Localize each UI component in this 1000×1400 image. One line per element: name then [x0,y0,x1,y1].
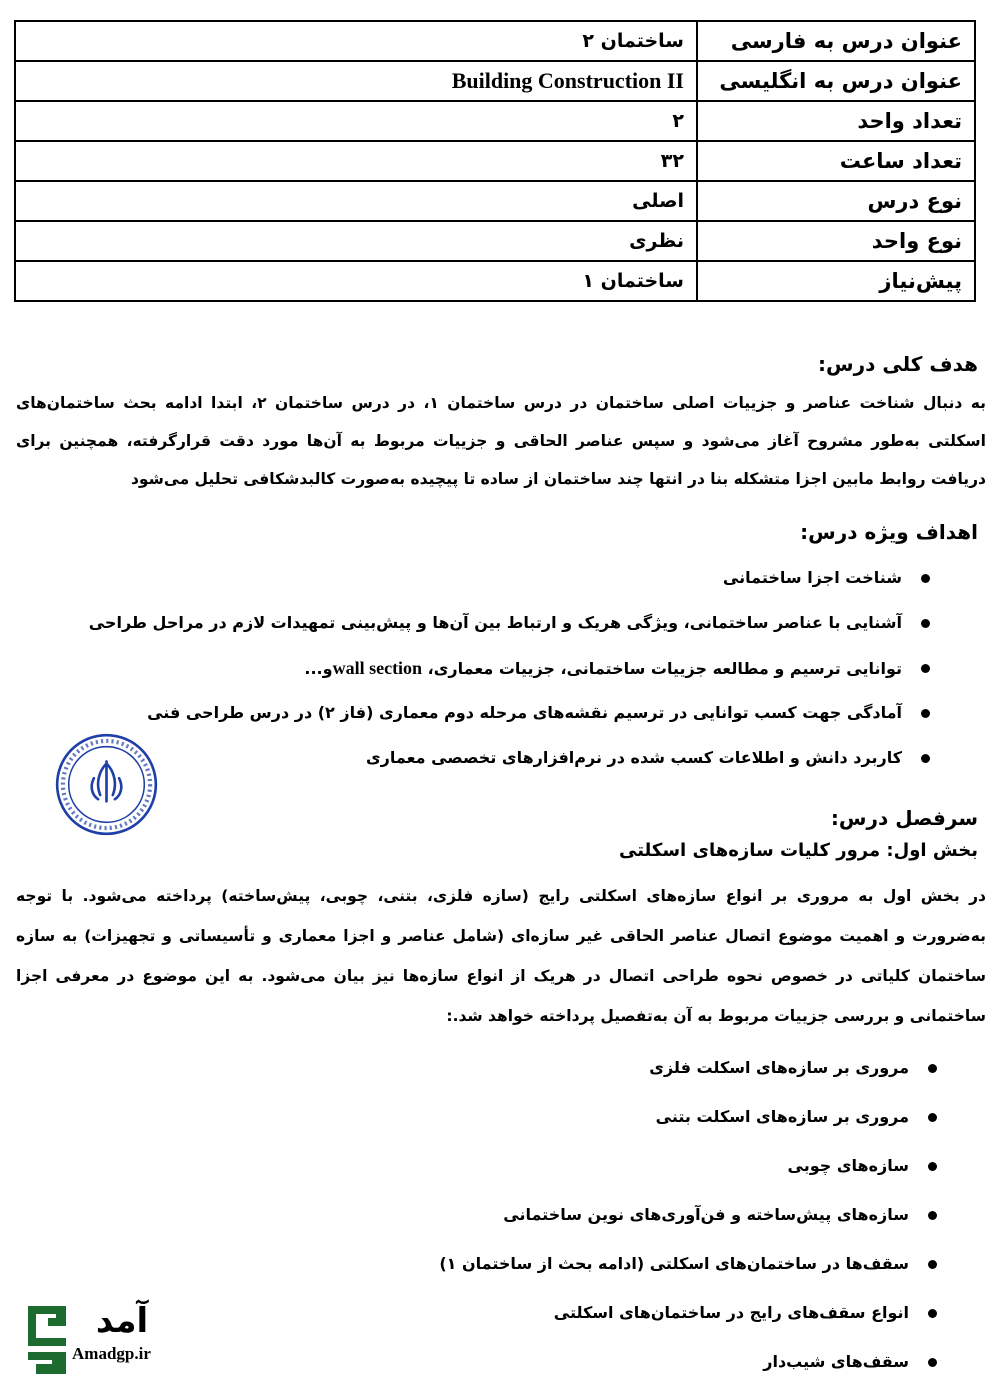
list-item [38,697,938,742]
latin-term: wall section [332,658,423,678]
list-item [38,607,938,652]
list-item-text: آشنایی با عناصر ساختمانی، ویژگی هریک و ارتباط بین آن‌ها و پیش‌بینی تمهیدات لازم در مراحل طراحی [88,613,902,632]
row-label: عنوان درس به انگلیسی [697,61,975,101]
list-item [245,1248,945,1297]
row-label: عنوان درس به فارسی [697,21,975,61]
bullet-dot-icon [928,1211,937,1220]
bullet-dot-icon [928,1064,937,1073]
list-item [38,562,938,607]
row-label: نوع درس [697,181,975,221]
row-label: تعداد واحد [697,101,975,141]
list-item [245,1101,945,1150]
row-value: ۳۲ [15,141,697,181]
row-value: Building Construction II [15,61,697,101]
amad-logo-icon [22,1298,182,1378]
table-row [15,261,975,301]
bullet-dot-icon [921,619,930,628]
general-goal-text: به دنبال شناخت عناصر و جزییات اصلی ساختمان در درس ساختمان ۱، در درس ساختمان ۲، ابتدا ادامه بحث ساختمان‌های اسکلتی به‌طور مشروح آغاز می‌شود و سپس عناصر الحاقی و جزییات مربوط به آن‌ها مورد دقت قرارگرفته، همچنین برای دریافت روابط مابین اجزا متشکله بنا در انتها چند ساختمان از ساده تا پیچیده به‌صورت کالبدشکافی تحلیل می‌شود [16,394,986,488]
list-item-text: مروری بر سازه‌های اسکلت فلزی [649,1058,909,1077]
specific-goals-heading: اهداف ویژه درس: [800,520,978,544]
bullet-dot-icon [921,574,930,583]
list-item [245,1297,945,1346]
bullet-dot-icon [921,709,930,718]
list-item-text: کاربرد دانش و اطلاعات کسب شده در نرم‌افزارهای تخصصی معماری [365,748,902,767]
bullet-dot-icon [928,1113,937,1122]
row-value: اصلی [15,181,697,221]
list-item-text: سازه‌های پیش‌ساخته و فن‌آوری‌های نوین ساختمانی [503,1205,909,1224]
list-item-suffix: و... [304,659,333,678]
list-item [38,742,938,787]
list-item [245,1052,945,1101]
list-item-text: سقف‌های شیب‌دار [763,1352,909,1371]
table-row [15,141,975,181]
list-item-text: آمادگی جهت کسب توانایی در ترسیم نقشه‌های مرحله دوم معماری (فاز ۲) در درس طراحی فنی [147,703,902,722]
site-url: Amadgp.ir [72,1344,151,1363]
row-value: ۲ [15,101,697,141]
list-item-text: توانایی ترسیم و مطالعه جزییات ساختمانی، جزییات معماری، [427,659,902,678]
specific-goals-list [38,562,938,787]
bullet-dot-icon [921,754,930,763]
list-item-text: سازه‌های چوبی [787,1156,909,1175]
table-row [15,221,975,261]
bullet-dot-icon [921,664,930,673]
syllabus-heading: سرفصل درس: [830,806,978,830]
table-row [15,101,975,141]
bullet-dot-icon [928,1358,937,1367]
bullet-dot-icon [928,1260,937,1269]
list-item-text: مروری بر سازه‌های اسکلت بتنی [655,1107,909,1126]
list-item-text: شناخت اجزا ساختمانی [722,568,902,587]
course-info-table [14,20,976,302]
syllabus-text: در بخش اول به مروری بر انواع سازه‌های اسکلتی رایج (سازه فلزی، بتنی، چوبی، پیش‌ساخته) پرداخته می‌شود. با توجه به‌ضرورت و اهمیت موضوع اتصال عناصر الحاقی غیر سازه‌ای (شامل عناصر و اجزا معماری و تأسیساتی و تجهیزات) به سازه ساختمان کلیاتی در خصوص نحوه طراحی اتصال در هریک از انواع سازه‌ها نیز بیان می‌شود. به این موضوع در معرفی اجزا ساختمانی و بررسی جزییات مربوط به آن به‌تفصیل پرداخته خواهد شد.: [16,887,986,1025]
logo-brand-text: آمد [95,1301,149,1341]
section-title: بخش اول: مرور کلیات سازه‌های اسکلتی [618,840,978,861]
list-item-text: انواع سقف‌های رایج در ساختمان‌های اسکلتی [553,1303,909,1322]
table-row [15,181,975,221]
row-label: پیش‌نیاز [697,261,975,301]
list-item [245,1346,945,1395]
official-seal-icon [54,732,159,837]
list-item-text: سقف‌ها در ساختمان‌های اسکلتی (ادامه بحث از ساختمان ۱) [439,1254,909,1273]
row-value: ساختمان ۲ [15,21,697,61]
bullet-dot-icon [928,1162,937,1171]
list-item [245,1150,945,1199]
bullet-dot-icon [928,1309,937,1318]
list-item [38,652,938,697]
syllabus-topics-list [245,1052,945,1395]
list-item [245,1199,945,1248]
row-value: نظری [15,221,697,261]
table-row [15,61,975,101]
table-row [15,21,975,61]
row-label: تعداد ساعت [697,141,975,181]
row-label: نوع واحد [697,221,975,261]
general-goal-heading: هدف کلی درس: [818,352,978,376]
row-value: ساختمان ۱ [15,261,697,301]
